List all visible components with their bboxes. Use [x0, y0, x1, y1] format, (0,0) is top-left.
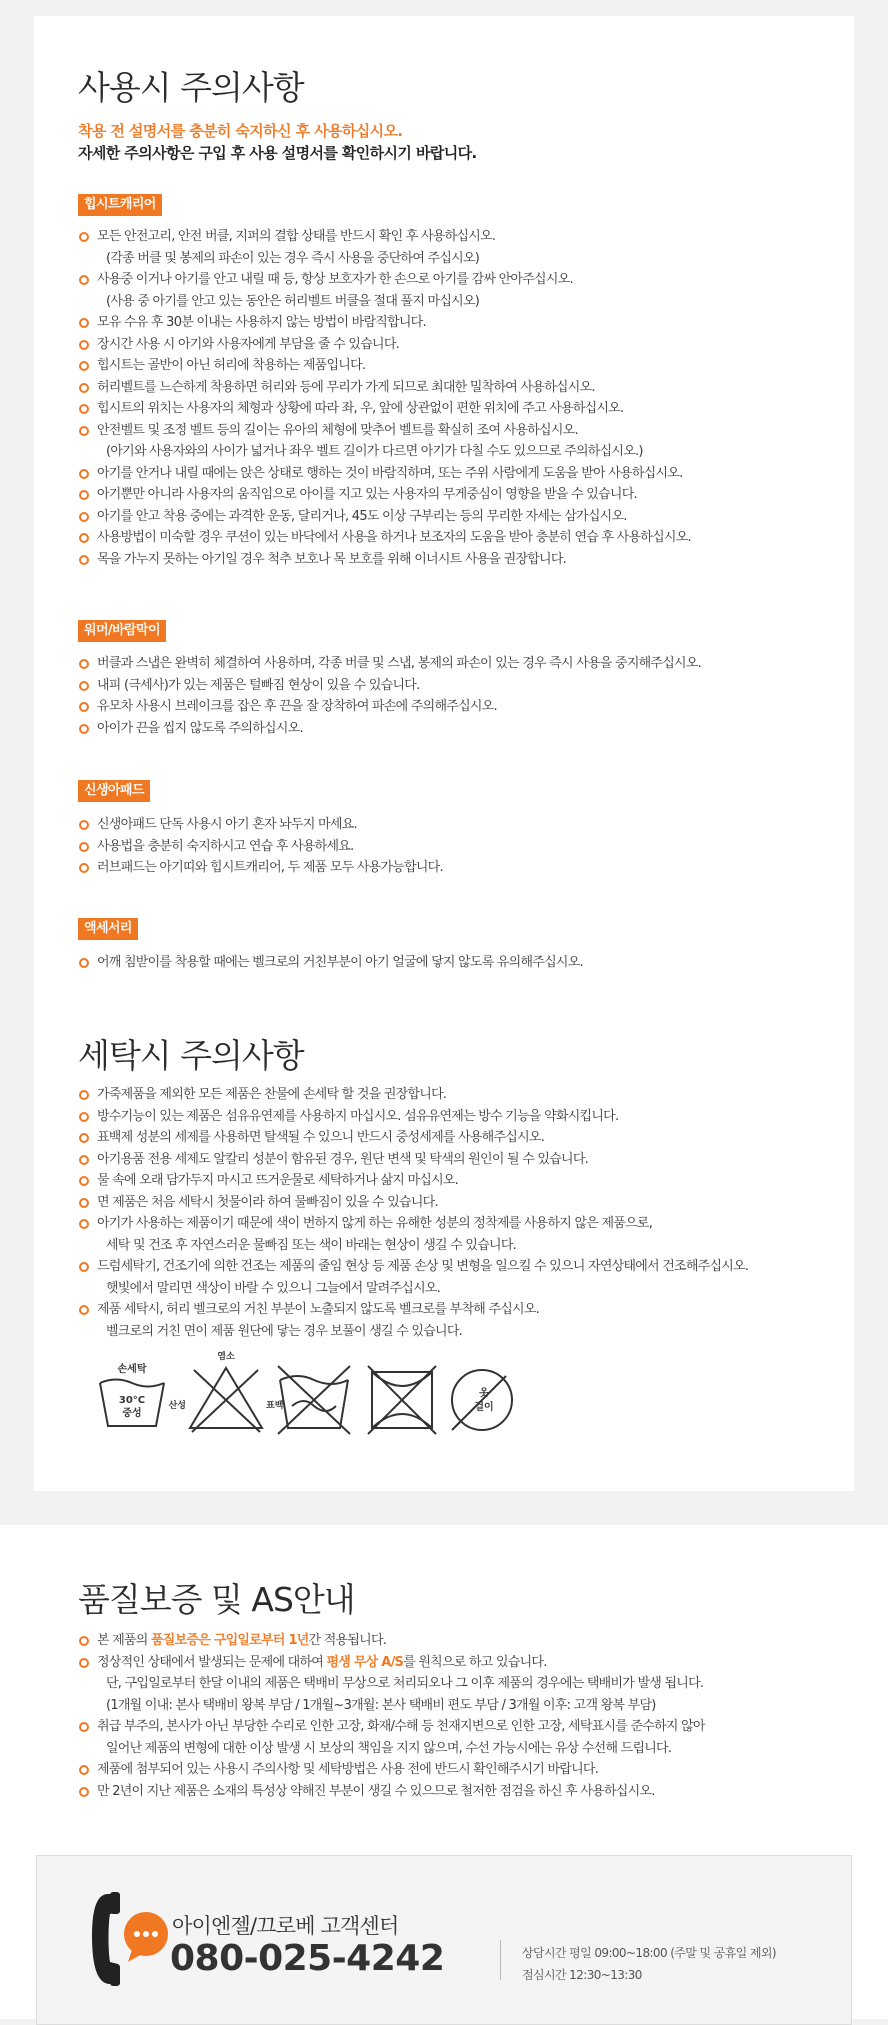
list-item: [78, 1630, 828, 1652]
list-item-text: 허리벨트를 느슨하게 착용하면 허리와 등에 무리가 가게 되므로 최대한 밀착하여 사용하십시오.: [97, 379, 595, 395]
list-item-text: 제품 세탁시, 허리 벨크로의 거친 부분이 노출되지 않도록 벨크로를 부착해 주십시오.: [97, 1302, 540, 1317]
list-item-text: 장시간 사용 시 아기와 사용자에게 부담을 줄 수 있습니다.: [97, 336, 400, 352]
list-item-text: 안전벨트 및 조정 벨트 등의 길이는 유아의 체형에 맞추어 벨트를 확실히 조여 사용하십시오.: [97, 422, 578, 438]
list-item: [78, 1192, 828, 1214]
bullet-icon: [79, 958, 89, 968]
hand-wash-label-top: 손세탁: [117, 1364, 147, 1375]
list-item: [78, 836, 828, 858]
bullet-icon: [79, 1787, 89, 1797]
no-bleach-label-top: 염소: [217, 1352, 235, 1362]
bullet-icon: [79, 1636, 89, 1646]
no-bleach-label-left: 산성: [168, 1401, 186, 1411]
washing-title: 세탁시 주의사항: [78, 1036, 304, 1075]
list-item: [78, 269, 828, 312]
bullet-icon: [79, 1219, 89, 1229]
phone-chat-icon: [88, 1890, 168, 1990]
bullet-icon: [79, 426, 89, 436]
bullet-icon: [79, 490, 89, 500]
bullet-icon: [79, 724, 89, 734]
text-segment: 만 2년이 지난 제품은 소재의 특성상 약해진 부분이 생길 수 있으므로 철저한 점검을 하신 후 사용하십시오.: [97, 1783, 655, 1799]
list-item: [78, 718, 828, 740]
list-item-continuation: 일어난 제품의 변형에 대한 이상 발생 시 보상의 책임을 지지 않으며, 수선 가능시에는 유상 수선해 드립니다.: [106, 1740, 672, 1756]
list-item: [78, 653, 828, 675]
text-segment: 를 원칙으로 하고 있습니다.: [403, 1654, 547, 1670]
bullet-icon: [79, 1112, 89, 1122]
tag-newborn-pad: 신생아패드: [78, 780, 150, 802]
care-symbols: [96, 1348, 516, 1438]
hand-wash-icon: [100, 1362, 164, 1426]
list-item-text: 아기뿐만 아니라 사용자의 움직임으로 아이를 지고 있는 사용자의 무게중심이 영향을 받을 수 있습니다.: [97, 487, 637, 502]
tag-accessory: 액세서리: [78, 918, 138, 940]
bullet-icon: [79, 863, 89, 873]
bullet-icon: [79, 1155, 89, 1165]
bullet-icon: [79, 1090, 89, 1100]
lunch-hours: 점심시간 12:30~13:30: [522, 1968, 642, 1982]
list-item-text: 러브패드는 아기띠와 힙시트캐리어, 두 제품 모두 사용가능합니다.: [97, 860, 443, 875]
bullet-icon: [79, 1658, 89, 1668]
list-item: [78, 1652, 828, 1717]
list-item-text: 힙시트의 위치는 사용자의 체형과 상황에 따라 좌, 우, 앞에 상관없이 편한 위치에 주고 사용하십시오.: [97, 401, 624, 416]
list-item-continuation: (각종 버클 및 봉제의 파손이 있는 경우 즉시 사용을 중단하여 주십시오): [106, 250, 480, 266]
no-bleach-label-right: 표백: [266, 1401, 284, 1411]
list-item: [78, 377, 828, 399]
hang-dry-icon: [452, 1370, 512, 1430]
hang-dry-label-top: 옷: [479, 1388, 489, 1399]
text-segment: 간 적용됩니다.: [308, 1633, 387, 1648]
list-item: [78, 1781, 828, 1803]
hand-wash-label-bot: 중성: [122, 1408, 142, 1419]
list-item: [78, 398, 828, 420]
list-item-text: 아기용품 전용 세제도 알칼리 성분이 함유된 경우, 원단 변색 및 탁색의 원인이 될 수 있습니다.: [97, 1151, 589, 1167]
list-item-continuation: 벨크로의 거친 면이 제품 원단에 닿는 경우 보풀이 생길 수 있습니다.: [106, 1323, 463, 1339]
bullet-icon: [79, 1722, 89, 1732]
list-item-text: 아기를 안고 착용 중에는 과격한 운동, 달리거나, 45도 이상 구부리는 등의 무리한 자세는 삼가십시오.: [97, 508, 627, 524]
list-item-text: 힙시트는 골반이 아닌 허리에 착용하는 제품입니다.: [97, 358, 366, 373]
customer-center-hours: [522, 1942, 776, 1986]
list-item: [78, 696, 828, 718]
list-item-text: 사용법을 충분히 숙지하시고 연습 후 사용하세요.: [97, 838, 354, 854]
list-accessory: [78, 952, 828, 974]
list-item-continuation: (사용 중 아기를 안고 있는 동안은 허리벨트 버클을 절대 풀지 마십시오): [106, 293, 480, 309]
list-item-continuation: (아기와 사용자와의 사이가 넓거나 좌우 벨트 길이가 다르면 아기가 다칠 수도 있으므로 주의하십시오.): [106, 444, 643, 459]
list-item-text: 버클과 스냅은 완벽히 체결하여 사용하며, 각종 버클 및 스냅, 봉제의 파손이 있는 경우 즉시 사용을 중지해주십시오.: [97, 656, 702, 671]
highlight-text: 평생 무상 A/S: [326, 1654, 404, 1670]
hang-dry-label-bot: 걸이: [474, 1402, 494, 1413]
bullet-icon: [79, 340, 89, 350]
list-item-text: 모유 수유 후 30분 이내는 사용하지 않는 방법이 바람직합니다.: [97, 315, 426, 330]
customer-center-divider: [500, 1940, 501, 1980]
list-item: [78, 1256, 828, 1299]
tag-hipseat: 힙시트캐리어: [78, 194, 162, 216]
warranty-title: 품질보증 및 AS안내: [78, 1580, 355, 1619]
list-item-text: 면 제품은 처음 세탁시 첫물이라 하여 물빠짐이 있을 수 있습니다.: [97, 1194, 438, 1210]
list-item-text: 표백제 성분의 세제를 사용하면 탈색될 수 있으니 반드시 중성세제를 사용해주십시오.: [97, 1130, 545, 1145]
list-item: [78, 334, 828, 356]
tag-warmer: 워머/바람막이: [78, 620, 166, 642]
list-item: [78, 857, 828, 879]
list-item: [78, 1299, 828, 1342]
list-item: [78, 1106, 828, 1128]
no-bleach-icon: [168, 1350, 284, 1432]
list-item: [78, 484, 828, 506]
bullet-icon: [79, 383, 89, 393]
bullet-icon: [79, 1176, 89, 1186]
customer-center-title: 아이엔젤/끄로베 고객센터: [172, 1914, 399, 1938]
list-warmer: [78, 653, 828, 739]
bullet-icon: [79, 533, 89, 543]
list-item: [78, 312, 828, 334]
bullet-icon: [79, 681, 89, 691]
list-item-text: [97, 1784, 655, 1799]
list-item-text: 아기가 사용하는 제품이기 때문에 색이 번하지 않게 하는 유해한 성분의 정착제를 사용하지 않은 제품으로,: [97, 1216, 653, 1231]
list-item: [78, 1213, 828, 1256]
list-item-text: 물 속에 오래 담가두지 마시고 뜨거운물로 세탁하거나 삶지 마십시오.: [97, 1173, 459, 1188]
list-item: [78, 1084, 828, 1106]
list-item-text: 내피 (극세사)가 있는 제품은 털빠짐 현상이 있을 수 있습니다.: [97, 677, 420, 693]
list-item: [78, 420, 828, 463]
no-tumble-dry-icon: [368, 1366, 436, 1434]
list-item-continuation: 햇빛에서 말리면 색상이 바랄 수 있으니 그늘에서 말려주십시오.: [106, 1280, 441, 1296]
list-item-text: 사용방법이 미숙할 경우 쿠션이 있는 바닥에서 사용을 하거나 보조자의 도움을 받아 충분히 연습 후 사용하십시오.: [97, 530, 691, 545]
bullet-icon: [79, 232, 89, 242]
bullet-icon: [79, 361, 89, 371]
list-item: [78, 527, 828, 549]
list-item-text: 모든 안전고리, 안전 버클, 지퍼의 결합 상태를 반드시 확인 후 사용하십시오.: [97, 229, 496, 244]
list-item: [78, 675, 828, 697]
list-item: [78, 506, 828, 528]
bullet-icon: [79, 318, 89, 328]
list-item: [78, 355, 828, 377]
list-item-continuation: 세탁 및 건조 후 자연스러운 물빠짐 또는 색이 바래는 현상이 생길 수 있습니다.: [106, 1237, 517, 1253]
list-item: [78, 463, 828, 485]
bullet-icon: [79, 1305, 89, 1315]
list-item-text: [97, 1655, 547, 1670]
hand-wash-label-mid: 30°C: [118, 1395, 146, 1406]
list-item: [78, 1149, 828, 1171]
list-item: [78, 1170, 828, 1192]
list-item-text: 아이가 끈을 씹지 않도록 주의하십시오.: [97, 720, 303, 736]
bullet-icon: [79, 512, 89, 522]
list-washing: [78, 1084, 828, 1342]
bullet-icon: [79, 1133, 89, 1143]
list-item: [78, 549, 828, 571]
list-item-text: [97, 1762, 598, 1777]
list-item-text: 아기를 안거나 내릴 때에는 앉은 상태로 행하는 것이 바람직하며, 또는 주위 사람에게 도움을 받아 사용하십시오.: [97, 465, 683, 481]
consult-hours: 상담시간 평일 09:00~18:00 (주말 및 공휴일 제외): [522, 1946, 776, 1960]
bullet-icon: [79, 702, 89, 712]
list-item: [78, 952, 828, 974]
usage-title: 사용시 주의사항: [78, 68, 304, 107]
list-item-text: 방수기능이 있는 제품은 섬유유연제를 사용하지 마십시오. 섬유유연제는 방수 기능을 약화시킵니다.: [97, 1108, 619, 1124]
highlight-text: 품질보증은 구입일로부터 1년: [151, 1633, 309, 1648]
no-machine-wash-icon: [278, 1366, 350, 1434]
text-segment: 정상적인 상태에서 발생되는 문제에 대하여: [97, 1654, 327, 1670]
bullet-icon: [79, 1262, 89, 1272]
bullet-icon: [79, 1765, 89, 1775]
list-item-continuation: 단, 구입일로부터 한달 이내의 제품은 택배비 무상으로 처리되오나 그 이후 제품의 경우에는 택배비가 발생 됩니다.: [106, 1676, 704, 1691]
list-item: [78, 1759, 828, 1781]
bullet-icon: [79, 469, 89, 479]
list-item-text: 가죽제품을 제외한 모든 제품은 찬물에 손세탁 할 것을 권장합니다.: [97, 1087, 447, 1102]
list-item-text: 드럼세탁기, 건조기에 의한 건조는 제품의 줄임 현상 등 제품 손상 및 변형을 일으킬 수 있으니 자연상태에서 건조해주십시오.: [97, 1259, 749, 1274]
bullet-icon: [79, 275, 89, 285]
list-item-text: 신생아패드 단독 사용시 아기 혼자 놔두지 마세요.: [97, 817, 357, 832]
list-newborn-pad: [78, 814, 828, 879]
list-item: [78, 226, 828, 269]
text-segment: 제품에 첨부되어 있는 사용시 주의사항 및 세탁방법은 사용 전에 반드시 확인해주시기 바랍니다.: [97, 1762, 599, 1777]
bullet-icon: [79, 555, 89, 565]
bullet-icon: [79, 404, 89, 414]
list-item-text: [97, 1633, 386, 1648]
bullet-icon: [79, 1198, 89, 1208]
list-item-text: 유모차 사용시 브레이크를 잡은 후 끈을 잘 장착하여 파손에 주의해주십시오.: [97, 699, 497, 714]
list-item-text: 사용중 이거나 아기를 안고 내릴 때 등, 항상 보호자가 한 손으로 아기를 감싸 안아주십시오.: [97, 272, 573, 287]
text-segment: 본 제품의: [97, 1633, 151, 1648]
bullet-icon: [79, 842, 89, 852]
text-segment: 취급 부주의, 본사가 아닌 부당한 수리로 인한 고장, 화재/수해 등 천재지변으로 인한 고장, 세탁표시를 준수하지 않아: [97, 1719, 705, 1734]
list-item-text: 어깨 침받이를 착용할 때에는 벨크로의 거친부분이 아기 얼굴에 닿지 않도록 유의해주십시오.: [97, 955, 583, 970]
bullet-icon: [79, 659, 89, 669]
list-hipseat: [78, 226, 828, 570]
list-item: [78, 1127, 828, 1149]
list-item: [78, 814, 828, 836]
list-item-continuation: (1개월 이내: 본사 택배비 왕복 부담 / 1개월~3개월: 본사 택배비 편도 부담 / 3개월 이후: 고객 왕복 부담): [106, 1697, 656, 1713]
bullet-icon: [79, 820, 89, 830]
list-item-text: 목을 가누지 못하는 아기일 경우 척추 보호나 목 보호를 위해 이너시트 사용을 권장합니다.: [97, 551, 567, 567]
list-item-text: [97, 1719, 705, 1734]
usage-subtitle-black: 자세한 주의사항은 구입 후 사용 설명서를 확인하시기 바랍니다.: [78, 144, 477, 162]
usage-subtitle-orange: 착용 전 설명서를 충분히 숙지하신 후 사용하십시오.: [78, 122, 403, 140]
customer-center-phone[interactable]: 080-025-4242: [170, 1938, 445, 1979]
list-warranty: [78, 1630, 828, 1802]
list-item: [78, 1716, 828, 1759]
